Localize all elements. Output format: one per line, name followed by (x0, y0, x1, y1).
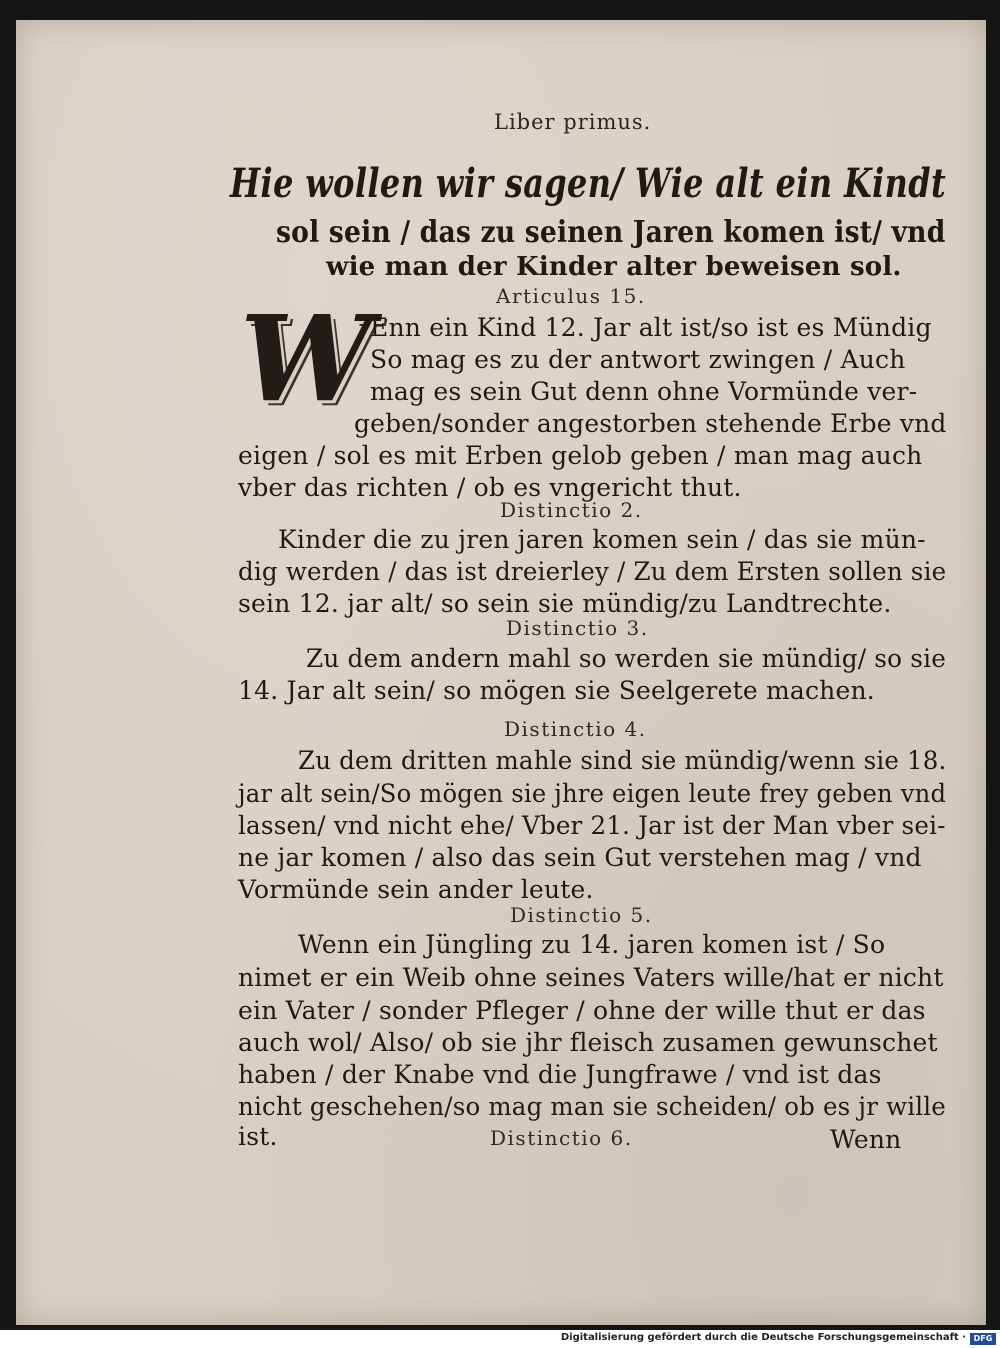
para1-line-1: Enn ein Kind 12. Jar alt ist/so ist es Mündig (370, 313, 932, 342)
para5-line-5: haben / der Knabe vnd die Jungfrawe / vnd ist das (238, 1060, 882, 1089)
dfg-logo-icon[interactable]: DFG (970, 1333, 996, 1345)
para5-line-1: Wenn ein Jüngling zu 14. jaren komen ist / So (298, 930, 886, 959)
footer-bar (0, 1330, 1000, 1348)
funding-notice: Digitalisierung gefördert durch die Deutsche Forschungsgemeinschaft · (560, 1332, 966, 1343)
title-line-3: wie man der Kinder alter beweisen sol. (326, 252, 902, 282)
para4-line-4: ne jar komen / also das sein Gut verstehen mag / vnd (238, 843, 922, 872)
catchword: Wenn (830, 1125, 902, 1154)
distinctio-3-label: Distinctio 3. (506, 616, 649, 640)
para4-line-5: Vormünde sein ander leute. (238, 875, 594, 904)
title-line-2: sol sein / das zu seinen Jaren komen ist/ vnd (276, 215, 946, 250)
para5-line-3: ein Vater / sonder Pfleger / ohne der wille thut er das (238, 996, 926, 1025)
para5-line-7: ist. (238, 1122, 278, 1151)
book-page (16, 20, 986, 1325)
para3-line-1: Zu dem andern mahl so werden sie mündig/ so sie (306, 644, 947, 673)
para5-line-2: nimet er ein Weib ohne seines Vaters wille/hat er nicht (238, 963, 944, 992)
para4-line-3: lassen/ vnd nicht ehe/ Vber 21. Jar ist der Man vber sei- (238, 811, 946, 840)
title-line-1: Hie wollen wir sagen/ Wie alt ein Kindt (230, 160, 947, 207)
para1-line-3: mag es sein Gut denn ohne Vormünde ver- (370, 377, 918, 406)
para2-line-1: Kinder die zu jren jaren komen sein / das sie mün- (278, 525, 926, 554)
para2-line-2: dig werden / das ist dreierley / Zu dem Ersten sollen sie (238, 557, 947, 586)
running-head: Liber primus. (494, 110, 652, 134)
para1-line-6: vber das richten / ob es vngericht thut. (238, 473, 742, 502)
para4-line-1: Zu dem dritten mahle sind sie mündig/wenn sie 18. (298, 746, 947, 775)
para5-line-4: auch wol/ Also/ ob sie jhr fleisch zusamen gewunschet (238, 1028, 938, 1057)
para1-line-4: geben/sonder angestorben stehende Erbe vnd (354, 409, 947, 438)
para1-line-2: So mag es zu der antwort zwingen / Auch (370, 345, 906, 374)
distinctio-4-label: Distinctio 4. (504, 717, 647, 741)
para5-line-6: nicht geschehen/so mag man sie scheiden/ ob es jr wille (238, 1092, 946, 1121)
para1-line-5: eigen / sol es mit Erben gelob geben / man mag auch (238, 441, 923, 470)
distinctio-6-label: Distinctio 6. (490, 1126, 633, 1150)
para4-line-2: jar alt sein/So mögen sie jhre eigen leute frey geben vnd (238, 779, 947, 808)
para3-line-2: 14. Jar alt sein/ so mögen sie Seelgerete machen. (238, 676, 875, 705)
decorated-initial: W (240, 289, 373, 428)
article-label: Articulus 15. (496, 284, 646, 308)
para2-line-3: sein 12. jar alt/ so sein sie mündig/zu Landtrechte. (238, 589, 892, 618)
distinctio-2-label: Distinctio 2. (500, 498, 643, 522)
distinctio-5-label: Distinctio 5. (510, 903, 653, 927)
